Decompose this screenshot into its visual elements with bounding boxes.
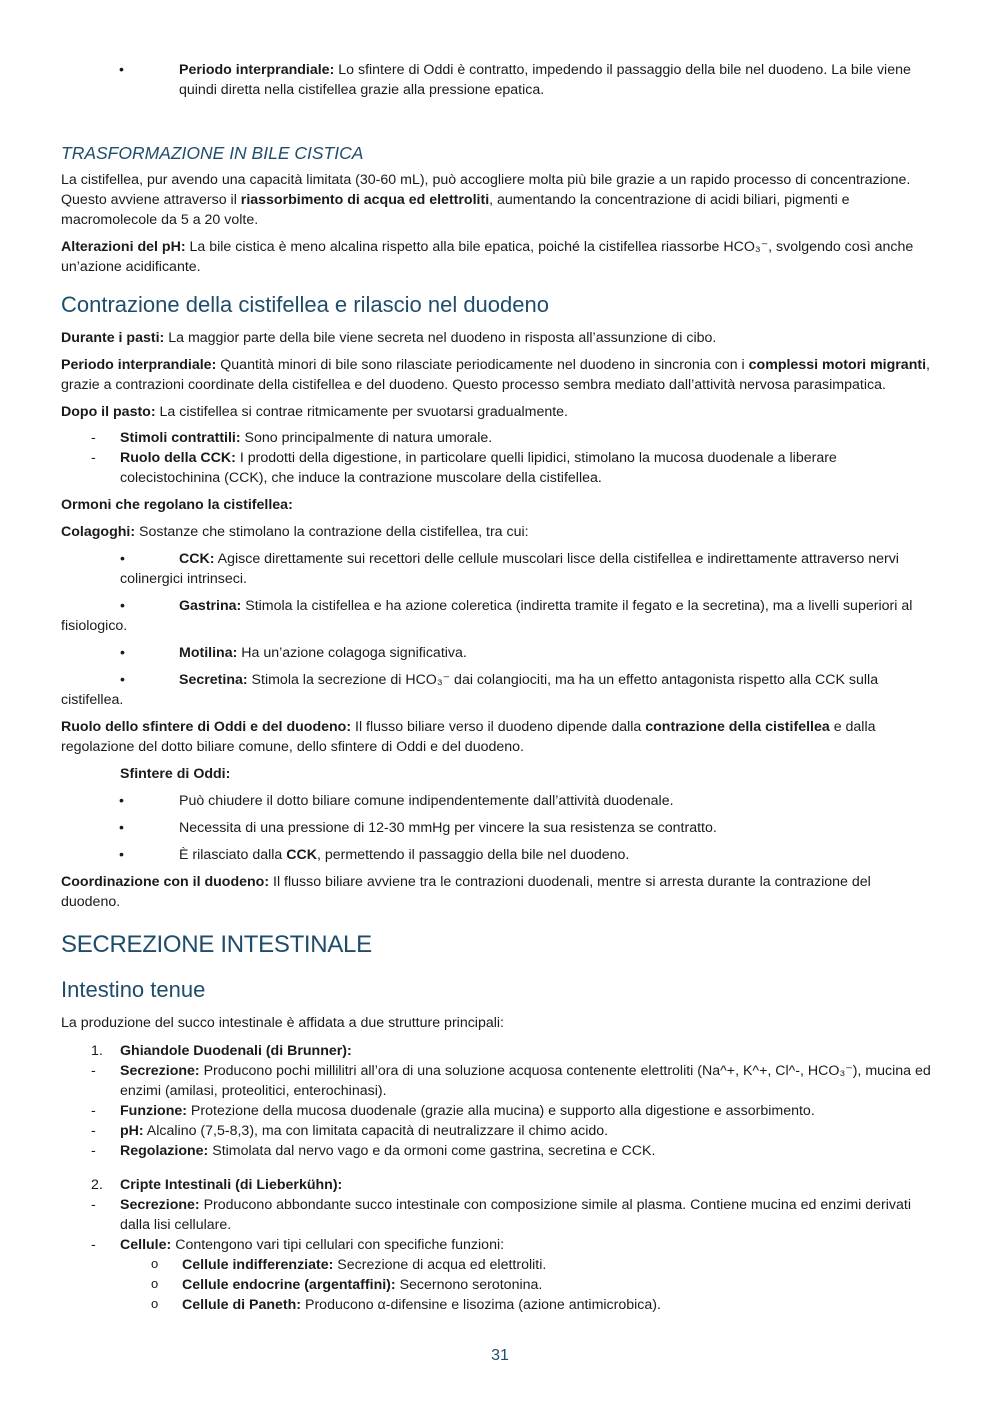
dash-item: - Funzione: Protezione della mucosa duodenale (grazie alla mucina) e supporto alla digestione e assorbimento. bbox=[91, 1103, 815, 1119]
item-label: Periodo interprandiale: bbox=[179, 62, 335, 78]
bullet-marker: • bbox=[119, 62, 124, 78]
paragraph: Ruolo dello sfintere di Oddi e del duodeno: Il flusso biliare verso il duodeno dipende dalla contrazione della cistifellea e dalla regolazione del dotto biliare comune, dello sfintere di Oddi e del duodeno. bbox=[61, 719, 876, 755]
paragraph: La cistifellea, pur avendo una capacità limitata (30-60 mL), può accogliere molta più bile grazie a un rapido processo di concentrazione. Questo avviene attraverso il riassorbimento di acqua ed elettroliti, aumentando la concentrazione di acidi biliari, pigmenti e macromolecole da 5 a 20 volte. bbox=[61, 172, 911, 228]
dash-item: - Regolazione: Stimolata dal nervo vago e da ormoni come gastrina, secretina e CCK. bbox=[91, 1143, 656, 1159]
spacer bbox=[61, 1161, 931, 1175]
paragraph: Coordinazione con il duodeno: Il flusso biliare avviene tra le contrazioni duodenali, mentre si arresta durante la contrazione del duodeno. bbox=[61, 874, 871, 910]
subheading-sfintere: Sfintere di Oddi: bbox=[120, 766, 231, 782]
document-page bbox=[61, 60, 931, 1315]
dash-item: - Ruolo della CCK: I prodotti della digestione, in particolare quelli lipidici, stimolano la mucosa duodenale a liberare colecistochinina (CCK), che induce la contrazione muscolare della cistifellea. bbox=[91, 450, 837, 486]
bullet-item-gastrina: • Gastrina: Stimola la cistifellea e ha azione coleretica (indiretta tramite il fegato e la secretina), ma a livelli superiori al fisiologico. bbox=[61, 598, 913, 634]
bullet-item-motilina: • Motilina: Ha un’azione colagoga significativa. bbox=[120, 645, 467, 661]
dash-item: - Stimoli contrattili: Sono principalmente di natura umorale. bbox=[91, 430, 493, 446]
section-heading-contrazione: Contrazione della cistifellea e rilascio nel duodeno bbox=[61, 292, 549, 317]
page-number: 31 bbox=[491, 1347, 509, 1364]
paragraph: Durante i pasti: La maggior parte della bile viene secreta nel duodeno in risposta all’assunzione di cibo. bbox=[61, 330, 717, 346]
circle-item: o Cellule endocrine (argentaffini): Secernono serotonina. bbox=[151, 1276, 543, 1293]
bullet-item-periodo-interprandiale: • Periodo interprandiale: Lo sfintere di Oddi è contratto, impedendo il passaggio della bile nel duodeno. La bile viene quindi diretta nella cistifellea grazie alla pressione epatica. bbox=[119, 62, 911, 98]
numbered-item-lieberkuhn: 2. Cripte Intestinali (di Lieberkühn): bbox=[91, 1177, 343, 1193]
section-heading-intestino-tenue: Intestino tenue bbox=[61, 977, 206, 1002]
circle-item: o Cellule di Paneth: Producono α-difensine e lisozima (azione antimicrobica). bbox=[151, 1296, 661, 1313]
section-heading-bile-cistica: TRASFORMAZIONE IN BILE CISTICA bbox=[61, 143, 364, 163]
circle-item: o Cellule indifferenziate: Secrezione di acqua ed elettroliti. bbox=[151, 1256, 547, 1273]
bullet-item: • Può chiudere il dotto biliare comune indipendentemente dall’attività duodenale. bbox=[119, 793, 674, 809]
bullet-item-cck: • CCK: Agisce direttamente sui recettori delle cellule muscolari lisce della cistifellea e indirettamente attraverso nervi colinergici intrinseci. bbox=[120, 551, 899, 587]
paragraph: Dopo il pasto: La cistifellea si contrae ritmicamente per svuotarsi gradualmente. bbox=[61, 404, 568, 420]
dash-item: - pH: Alcalino (7,5-8,3), ma con limitata capacità di neutralizzare il chimo acido. bbox=[91, 1123, 609, 1139]
numbered-item-brunner: 1. Ghiandole Duodenali (di Brunner): bbox=[91, 1043, 352, 1059]
dash-item: - Cellule: Contengono vari tipi cellulari con specifiche funzioni: bbox=[91, 1237, 505, 1253]
dash-item: - Secrezione: Producono pochi millilitri all’ora di una soluzione acquosa contenente elettroliti (Na^+, K^+, Cl^-, HCO₃⁻), mucina ed enzimi (amilasi, proteolitici, enterochinasi). bbox=[91, 1063, 931, 1099]
bullet-item-secretina: • Secretina: Stimola la secrezione di HCO₃⁻ dai colangiociti, ma ha un effetto antagonista rispetto alla CCK sulla cistifellea. bbox=[61, 672, 879, 708]
paragraph: Colagoghi: Sostanze che stimolano la contrazione della cistifellea, tra cui: bbox=[61, 524, 529, 540]
paragraph: Ormoni che regolano la cistifellea: bbox=[61, 497, 293, 513]
dash-item: - Secrezione: Producono abbondante succo intestinale con composizione simile al plasma. Contiene mucina ed enzimi derivati dalla lisi cellulare. bbox=[91, 1197, 911, 1233]
bullet-item: • È rilasciato dalla CCK, permettendo il passaggio della bile nel duodeno. bbox=[119, 847, 630, 863]
paragraph: La produzione del succo intestinale è affidata a due strutture principali: bbox=[61, 1015, 504, 1031]
paragraph: Alterazioni del pH: La bile cistica è meno alcalina rispetto alla bile epatica, poiché la cistifellea riassorbe HCO₃⁻, svolgendo così anche un’azione acidificante. bbox=[61, 239, 914, 275]
bullet-item: • Necessita di una pressione di 12-30 mmHg per vincere la sua resistenza se contratto. bbox=[119, 820, 717, 836]
chapter-heading-secrezione-intestinale: SECREZIONE INTESTINALE bbox=[61, 931, 372, 958]
paragraph: Periodo interprandiale: Quantità minori di bile sono rilasciate periodicamente nel duodeno in sincronia con i complessi motori migranti, grazie a contrazioni coordinate della cistifellea e del duodeno. Questo processo sembra mediato dall’attività nervosa parasimpatica. bbox=[61, 357, 930, 393]
